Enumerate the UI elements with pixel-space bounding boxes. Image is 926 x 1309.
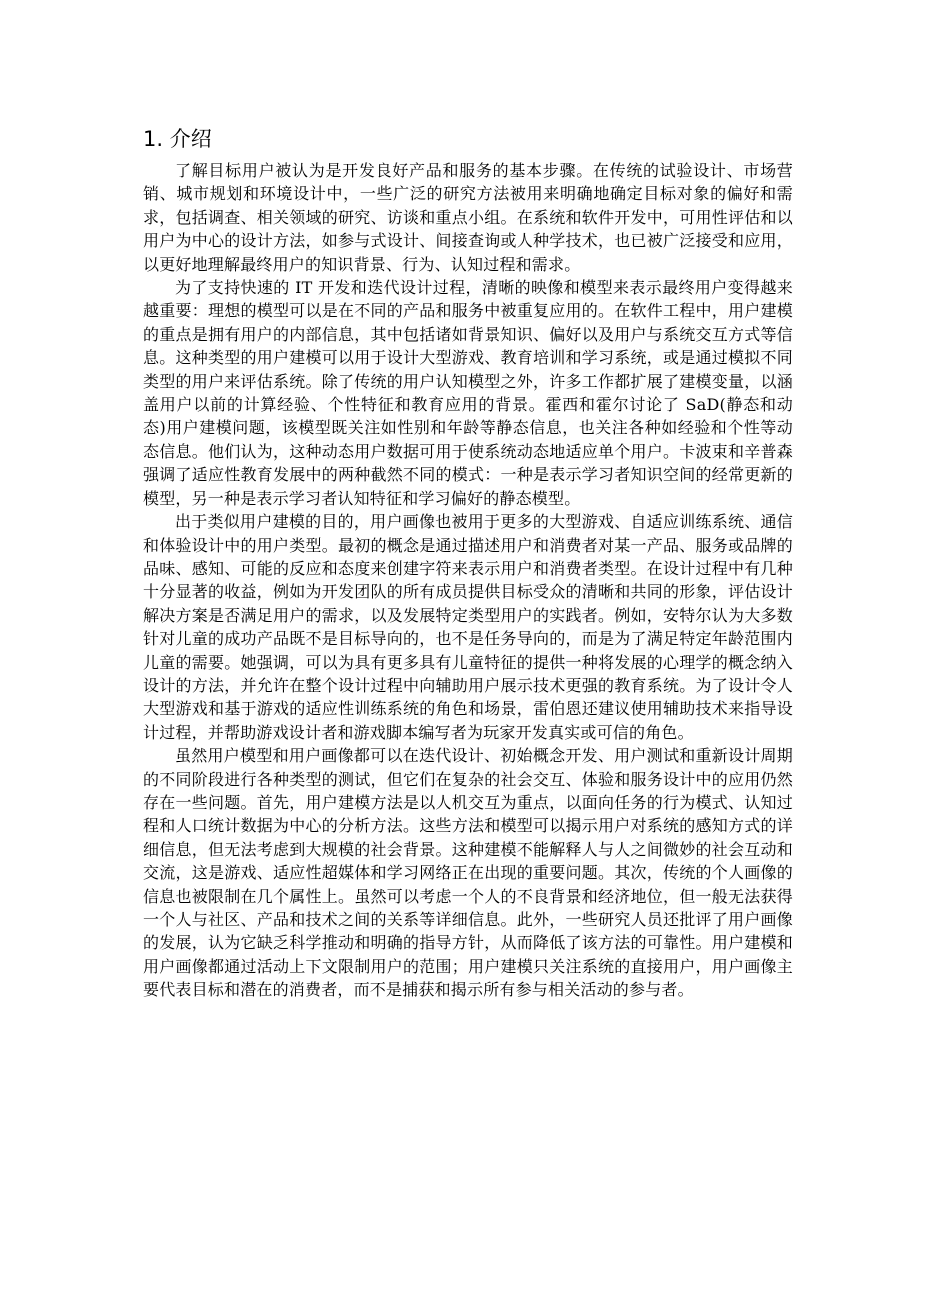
paragraph-4: 虽然用户模型和用户画像都可以在迭代设计、初始概念开发、用户测试和重新设计周期的不同阶段进行各种类型的测试，但它们在复杂的社会交互、体验和服务设计中的应用仍然存在一些问题。首先，用户建模方法是以人机交互为重点，以面向任务的行为模式、认知过程和人口统计数据为中心的分析方法。这些方法和模型可以揭示用户对系统的感知方式的详细信息，但无法考虑到大规模的社会背景。这种建模不能解释人与人之间微妙的社会互动和交流，这是游戏、适应性超媒体和学习网络正在出现的重要问题。其次，传统的个人画像的信息也被限制在几个属性上。虽然可以考虑一个人的不良背景和经济地位，但一般无法获得一个人与社区、产品和技术之间的关系等详细信息。此外，一些研究人员还批评了用户画像的发展，认为它缺乏科学推动和明确的指导方针，从而降低了该方法的可靠性。用户建模和用户画像都通过活动上下文限制用户的范围；用户建模只关注系统的直接用户，用户画像主要代表目标和潜在的消费者，而不是捕获和揭示所有参与相关活动的参与者。 — [143, 746, 793, 1000]
paragraph-1: 了解目标用户被认为是开发良好产品和服务的基本步骤。在传统的试验设计、市场营销、城市规划和环境设计中，一些广泛的研究方法被用来明确地确定目标对象的偏好和需求，包括调查、相关领域的研究、访谈和重点小组。在系统和软件开发中，可用性评估和以用户为中心的设计方法，如参与式设计、间接查询或人种学技术，也已被广泛接受和应用，以更好地理解最终用户的知识背景、行为、认知过程和需求。 — [143, 161, 793, 274]
paragraph-2: 为了支持快速的 IT 开发和迭代设计过程，清晰的映像和模型来表示最终用户变得越来越重要：理想的模型可以是在不同的产品和服务中被重复应用的。在软件工程中，用户建模的重点是拥有用户的内部信息，其中包括诸如背景知识、偏好以及用户与系统交互方式等信息。这种类型的用户建模可以用于设计大型游戏、教育培训和学习系统，或是通过模拟不同类型的用户来评估系统。除了传统的用户认知模型之外，许多工作都扩展了建模变量，以涵盖用户以前的计算经验、个性特征和教育应用的背景。霍西和霍尔讨论了 SaD(静态和动态)用户建模问题，该模型既关注如性别和年龄等静态信息，也关注各种如经验和个性等动态信息。他们认为，这种动态用户数据可用于使系统动态地适应单个用户。卡波束和辛普森强调了适应性教育发展中的两种截然不同的模式：一种是表示学习者知识空间的经常更新的模型，另一种是表示学习者认知特征和学习偏好的静态模型。 — [143, 278, 793, 508]
paragraph-3: 出于类似用户建模的目的，用户画像也被用于更多的大型游戏、自适应训练系统、通信和体验设计中的用户类型。最初的概念是通过描述用户和消费者对某一产品、服务或品牌的品味、感知、可能的反应和态度来创建字符来表示用户和消费者类型。在设计过程中有几种十分显著的收益，例如为开发团队的所有成员提供目标受众的清晰和共同的形象，评估设计解决方案是否满足用户的需求，以及发展特定类型用户的实践者。例如，安特尔认为大多数针对儿童的成功产品既不是目标导向的，也不是任务导向的，而是为了满足特定年龄范围内儿童的需要。她强调，可以为具有更多具有儿童特征的提供一种将发展的心理学的概念纳入设计的方法，并允许在整个设计过程中向辅助用户展示技术更强的教育系统。为了设计令人大型游戏和基于游戏的适应性训练系统的角色和场景，雷伯恩还建议使用辅助技术来指导设计过程，并帮助游戏设计者和游戏脚本编写者为玩家开发真实或可信的角色。 — [143, 512, 793, 742]
section-heading: 1. 介绍 — [143, 127, 212, 151]
document-page — [143, 125, 793, 1002]
